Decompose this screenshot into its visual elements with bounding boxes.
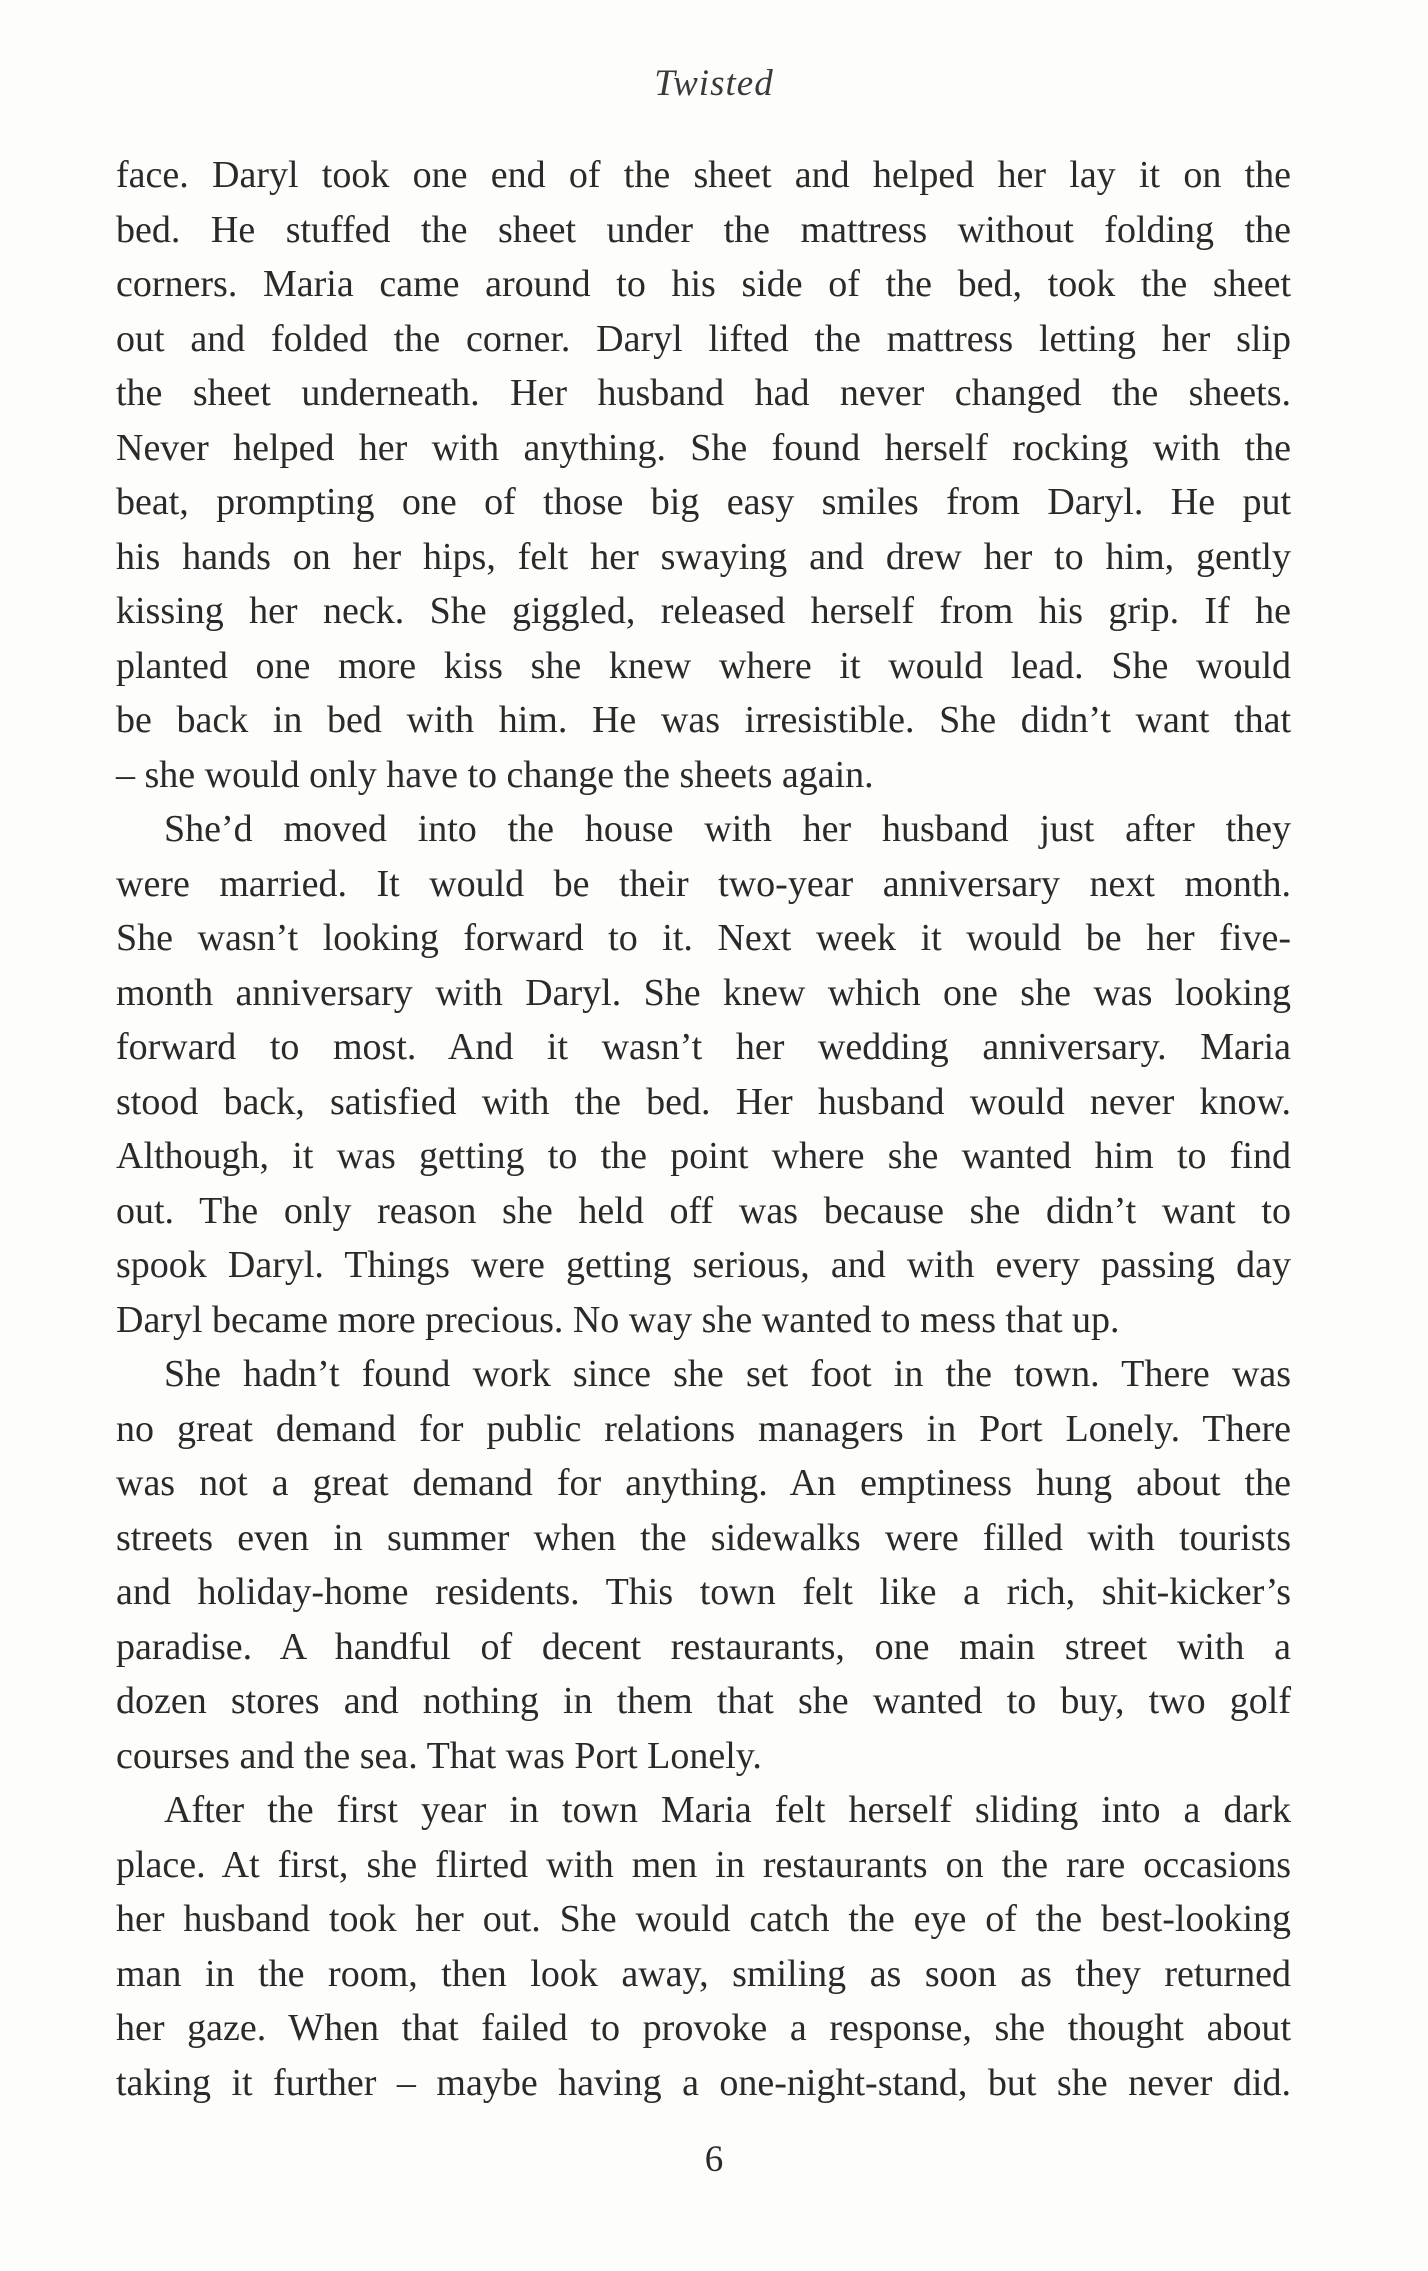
text-line: courses and the sea. That was Port Lonely. — [116, 1734, 762, 1777]
paragraph — [116, 1347, 1291, 1783]
text-line: be back in bed with him. He was irresistible. She didn’t want that — [116, 699, 1291, 741]
text-line: was not a great demand for anything. An emptiness hung about the — [116, 1462, 1291, 1504]
text-line: She wasn’t looking forward to it. Next week it would be her five- — [116, 917, 1291, 959]
text-line: Daryl became more precious. No way she wanted to mess that up. — [116, 1298, 1120, 1341]
text-line: place. At first, she flirted with men in restaurants on the rare occasions — [116, 1843, 1291, 1886]
text-line: corners. Maria came around to his side of the bed, took the sheet — [116, 263, 1291, 305]
text-line: She hadn’t found work since she set foot in the town. There was — [164, 1353, 1291, 1395]
text-line: the sheet underneath. Her husband had never changed the sheets. — [116, 372, 1291, 414]
text-line: After the first year in town Maria felt herself sliding into a dark — [164, 1789, 1291, 1831]
text-line: bed. He stuffed the sheet under the mattress without folding the — [116, 208, 1291, 251]
text-line: paradise. A handful of decent restaurants, one main street with a — [116, 1625, 1291, 1668]
text-line: dozen stores and nothing in them that she wanted to buy, two golf — [116, 1680, 1291, 1722]
text-line: taking it further – maybe having a one-night-stand, but she never did. — [116, 2061, 1291, 2104]
text-line: face. Daryl took one end of the sheet and helped her lay it on the — [116, 154, 1291, 196]
text-line: his hands on her hips, felt her swaying and drew her to him, gently — [116, 535, 1291, 578]
paragraph — [116, 1783, 1291, 2110]
text-line: stood back, satisfied with the bed. Her husband would never know. — [116, 1080, 1291, 1123]
text-line: were married. It would be their two-year anniversary next month. — [116, 862, 1291, 905]
text-line: her husband took her out. She would catch the eye of the best-looking — [116, 1898, 1291, 1940]
paragraph — [116, 802, 1291, 1347]
text-line: and holiday-home residents. This town felt like a rich, shit-kicker’s — [116, 1571, 1291, 1613]
text-line: Never helped her with anything. She found herself rocking with the — [116, 426, 1291, 469]
paragraph — [116, 148, 1291, 802]
text-line: streets even in summer when the sidewalks were filled with tourists — [116, 1516, 1291, 1559]
text-line: no great demand for public relations managers in Port Lonely. There — [116, 1407, 1291, 1450]
text-line: out. The only reason she held off was because she didn’t want to — [116, 1189, 1291, 1232]
text-line: spook Daryl. Things were getting serious, and with every passing day — [116, 1244, 1291, 1286]
text-line: She’d moved into the house with her husband just after they — [164, 808, 1291, 850]
text-line: kissing her neck. She giggled, released herself from his grip. If he — [116, 590, 1291, 632]
text-line: her gaze. When that failed to provoke a response, she thought about — [116, 2007, 1291, 2049]
running-head: Twisted — [654, 63, 774, 104]
text-line: – she would only have to change the sheets again. — [116, 753, 874, 796]
text-line: month anniversary with Daryl. She knew which one she was looking — [116, 971, 1291, 1014]
text-line: planted one more kiss she knew where it would lead. She would — [116, 644, 1291, 687]
text-line: man in the room, then look away, smiling as soon as they returned — [116, 1952, 1291, 1995]
text-line: forward to most. And it wasn’t her wedding anniversary. Maria — [116, 1026, 1291, 1068]
page-number: 6 — [704, 2139, 724, 2180]
body-text — [116, 148, 1291, 2110]
text-line: beat, prompting one of those big easy smiles from Daryl. He put — [116, 481, 1291, 523]
text-line: out and folded the corner. Daryl lifted the mattress letting her slip — [116, 317, 1291, 360]
text-line: Although, it was getting to the point where she wanted him to find — [116, 1135, 1291, 1177]
